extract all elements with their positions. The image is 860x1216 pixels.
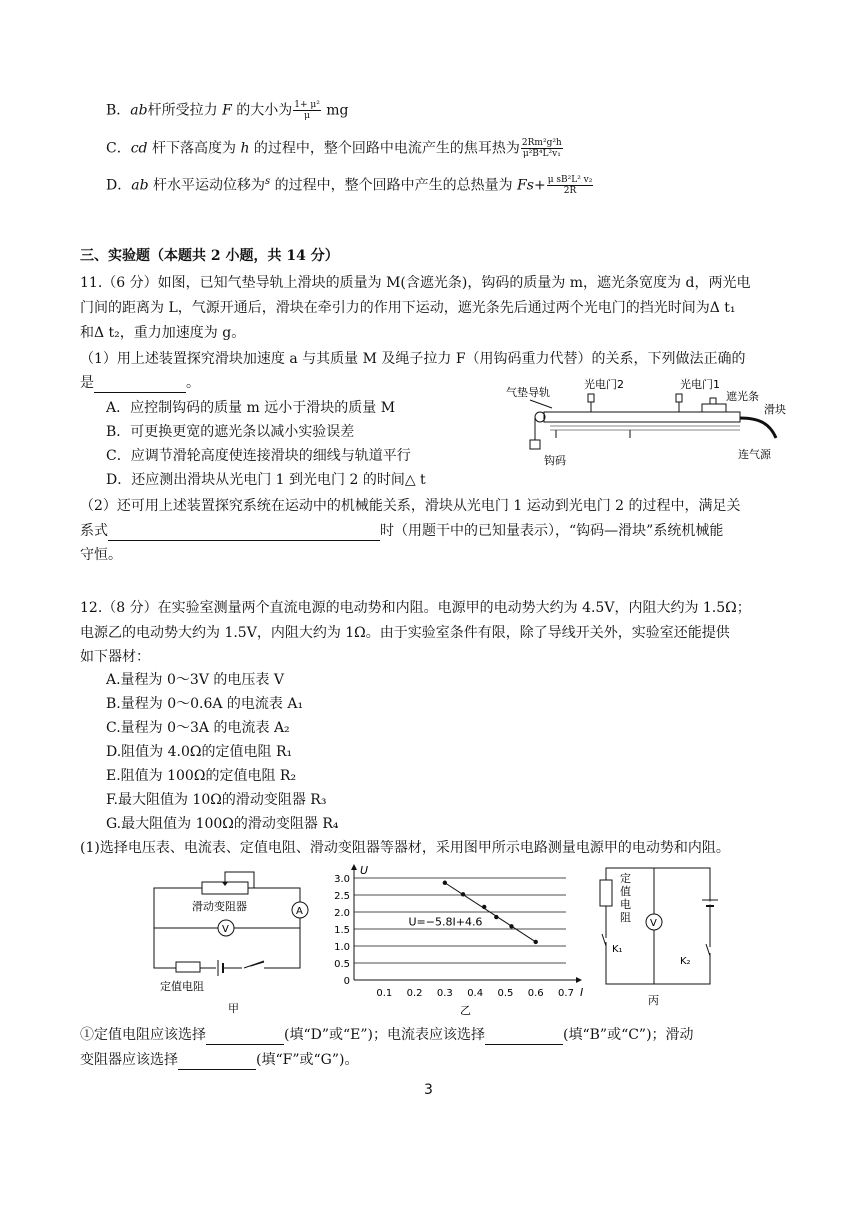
figure-caption-a: 甲 — [228, 1002, 239, 1015]
q11-part1-answer: 是 。 — [80, 375, 200, 391]
label-slider: 滑块 — [764, 403, 786, 416]
option-c: C．cd 杆下落高度为 h 的过程中，整个回路中电流产生的焦耳热为 $\frac{\text{2Rm²g²h}}{\text{μ²B⁴L²v₁}}$ — [106, 138, 562, 159]
data-point — [494, 915, 498, 919]
label-fixed-resistor: 定值电阻 — [160, 980, 204, 993]
q12-item-b: B.量程为 0～0.6A 的电流表 A₁ — [106, 696, 304, 712]
leader-line — [530, 400, 552, 408]
weight-icon — [530, 440, 540, 449]
q12-line2: 电源乙的电动势大约为 1.5V，内阻大约为 1Ω。由于实验室条件有限，除了导线开关外，实验室还能提供 — [80, 625, 730, 641]
q12-part1: (1)选择电压表、电流表、定值电阻、滑动变阻器等器材，采用图甲所示电路测量电源甲的电动势和内阻。 — [80, 840, 730, 856]
fixed-resistor-icon — [176, 962, 200, 972]
answer-blank[interactable] — [108, 525, 380, 541]
fraction: $\frac{\text{μ sB²L² v₂}}{2R}$ — [547, 175, 593, 197]
label-fixed-resistor: 定值电阻 — [620, 872, 631, 924]
data-point — [443, 881, 447, 885]
svg-text:V: V — [650, 918, 657, 929]
data-point — [461, 892, 465, 896]
q11-part1: （1）用上述装置探究滑块加速度 a 与其质量 M 及绳子拉力 F（用钩码重力代替）的关系，下列做法正确的 — [80, 351, 746, 367]
x-axis-label: I — [580, 986, 584, 999]
y-tick-label: 1.5 — [334, 925, 350, 936]
x-tick-label: 0.7 — [558, 988, 574, 999]
q11-line2: 门间的距离为 L，气源开通后，滑块在牵引力的作用下运动，遮光条先后通过两个光电门的挡光时间为Δ t₁ — [80, 300, 736, 316]
q12-item-e: E.阻值为 100Ω的定值电阻 R₂ — [106, 768, 297, 784]
fraction: $\frac{\text{2Rm²g²h}}{\text{μ²B⁴L²v₁}}$ — [521, 138, 562, 159]
y-tick-label: 2.0 — [334, 908, 350, 919]
y-tick-label: 1.0 — [334, 942, 350, 953]
x-tick-labels — [376, 988, 574, 999]
label-air-track: 气垫导轨 — [506, 386, 550, 399]
fraction: $\frac{\text{1+ μ²}}{\mu}$ — [294, 100, 320, 121]
q11-option-c: C．应调节滑轮高度使连接滑块的细线与轨道平行 — [106, 448, 411, 464]
answer-blank-ammeter[interactable] — [485, 1029, 563, 1045]
x-tick-label: 0.1 — [376, 988, 393, 999]
y-tick-label: 0.5 — [334, 959, 350, 970]
label-gate1: 光电门1 — [680, 378, 720, 391]
q11-option-d: D．还应测出滑块从光电门 1 到光电门 2 的时间△ t — [106, 472, 426, 488]
data-point — [534, 940, 538, 944]
q11-part2-end: 守恒。 — [80, 547, 122, 563]
q12-line1: 12.（8 分）在实验室测量两个直流电源的电动势和内阻。电源甲的电动势大约为 4.5V，内阻大约为 1.5Ω； — [80, 600, 751, 616]
track — [544, 412, 740, 422]
gate1-icon — [676, 394, 682, 402]
fixed-resistor-icon — [600, 880, 612, 906]
q11-part2-answer: 系式 时（用题干中的已知量表示），“钩码—滑块”系统机械能 — [80, 523, 724, 539]
q12-item-a: A.量程为 0～3V 的电压表 V — [106, 672, 284, 688]
label-strip: 遮光条 — [726, 390, 759, 403]
option-d: D．ab 杆水平运动位移为$^s$ 的过程中，整个回路中产生的总热量为 Fs+ $\frac{\text{μ sB²L² v₂}}{2R}$ — [106, 175, 593, 197]
svg-text:V: V — [222, 924, 229, 935]
q12-item-f: F.最大阻值为 10Ω的滑动变阻器 R₃ — [106, 792, 327, 808]
x-tick-label: 0.5 — [497, 988, 514, 999]
y-tick-label: 2.5 — [334, 891, 350, 902]
svg-text:A: A — [296, 906, 303, 917]
answer-blank-rheostat[interactable] — [178, 1054, 256, 1070]
q12-item-g: G.最大阻值为 100Ω的滑动变阻器 R₄ — [106, 816, 339, 832]
y-tick-label: 3.0 — [334, 874, 350, 885]
data-point — [509, 924, 513, 928]
label-rheostat: 滑动变阻器 — [192, 900, 247, 913]
circuit-figure-a — [146, 866, 314, 1016]
y-tick-labels — [334, 874, 350, 987]
q11-line1: 11.（6 分）如图，已知气垫导轨上滑块的质量为 M(含遮光条)，钩码的质量为 m，遮光条宽度为 d，两光电 — [80, 275, 751, 291]
q12-item-d: D.阻值为 4.0Ω的定值电阻 R₁ — [106, 744, 293, 760]
x-tick-label: 0.3 — [436, 988, 453, 999]
q11-line3: 和Δ t₂，重力加速度为 g。 — [80, 325, 246, 341]
q11-part2: （2）还可用上述装置探究系统在运动中的机械能关系，滑块从光电门 1 运动到光电门 2 的过程中，满足关 — [80, 498, 741, 514]
q11-option-a: A．应控制钩码的质量 m 远小于滑块的质量 M — [106, 400, 396, 416]
label-weight: 钩码 — [544, 454, 566, 467]
svg-text:K₂: K₂ — [680, 956, 691, 967]
air-hose-icon — [740, 418, 776, 438]
strip-icon — [710, 398, 716, 404]
y-tick-label: 0 — [343, 976, 350, 987]
answer-blank-resistor[interactable] — [206, 1029, 284, 1045]
option-b: B．ab杆所受拉力 F 的大小为 $\frac{\text{1+ μ²}}{\mu}$ mg — [106, 100, 349, 121]
label-gate2: 光电门2 — [584, 378, 624, 391]
q12-answer-line2: 变阻器应该选择 (填“F”或“G”)。 — [80, 1052, 359, 1068]
x-tick-label: 0.6 — [527, 988, 544, 999]
x-tick-label: 0.4 — [467, 988, 484, 999]
u-i-chart — [320, 862, 584, 1017]
data-point — [482, 905, 486, 909]
svg-text:K₁: K₁ — [612, 944, 623, 955]
section-heading: 三、实验题（本题共 2 小题，共 14 分） — [80, 248, 339, 264]
q12-item-c: C.量程为 0～3A 的电流表 A₂ — [106, 720, 290, 736]
track-hatching — [550, 426, 740, 430]
q11-option-b: B．可更换更宽的遮光条以减小实验误差 — [106, 424, 355, 440]
figure-caption-b: 乙 — [460, 1004, 471, 1017]
q12-line3: 如下器材： — [80, 649, 150, 665]
x-axis-arrow — [576, 977, 582, 983]
circuit-figure-c — [590, 860, 720, 1020]
y-axis-arrow — [351, 864, 357, 870]
slider-icon — [702, 404, 726, 412]
q12-answer-line1: ①定值电阻应该选择 (填“D”或“E”)；电流表应该选择 (填“B”或“C”)；滑动 — [80, 1027, 694, 1043]
gate2-icon — [588, 394, 594, 402]
fit-annotation: U=−5.8I+4.6 — [408, 915, 483, 929]
answer-blank[interactable] — [94, 377, 186, 393]
figure-caption-c: 丙 — [648, 994, 659, 1007]
x-tick-label: 0.2 — [406, 988, 423, 999]
y-axis-label: U — [360, 864, 369, 877]
page-number: 3 — [424, 1082, 433, 1098]
label-air-source: 连气源 — [738, 448, 771, 461]
air-track-figure — [500, 378, 800, 468]
